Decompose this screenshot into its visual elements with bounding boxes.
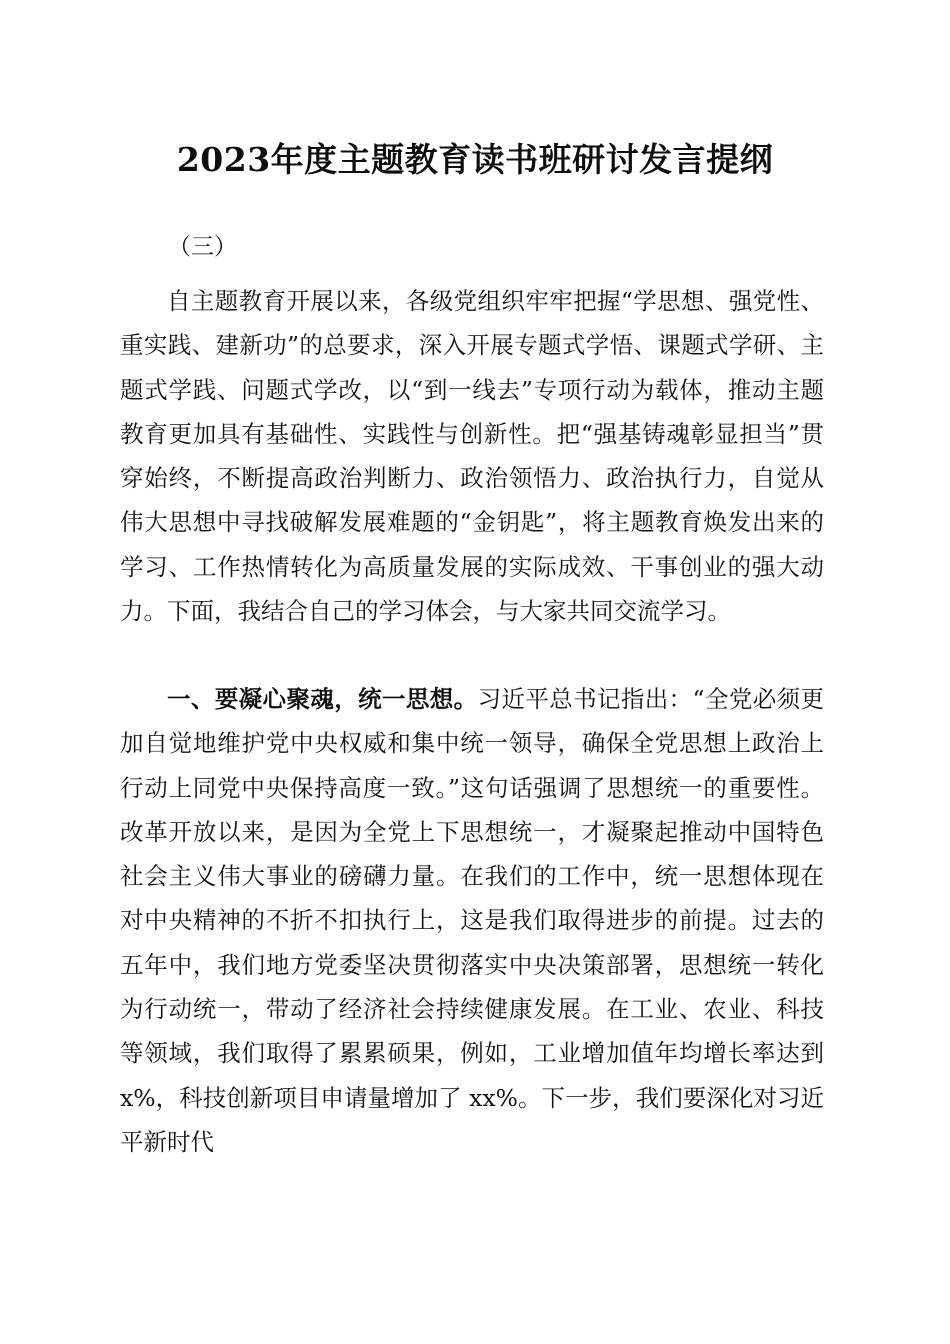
document-title: 2023年度主题教育读书班研讨发言提纲: [176, 140, 774, 179]
section-number: （三）: [168, 234, 237, 260]
paragraph-section-one: [120, 677, 824, 1164]
paragraph-intro: 自主题教育开展以来，各级党组织牢牢把握“学思想、强党性、重实践、建新功”的总要求，深入开展专题式学悟、课题式学研、主题式学践、问题式学改，以“到一线去”专项行动为载体，推动主题教育更加具有基础性、实践性与创新性。把“强基铸魂彰显担当”贯穿始终，不断提高政治判断力、政治领悟力、政治执行力，自觉从伟大思想中寻找破解发展难题的“金钥匙”，将主题教育焕发出来的学习、工作热情转化为高质量发展的实际成效、干事创业的强大动力。下面，我结合自己的学习体会，与大家共同交流学习。: [120, 287, 824, 626]
section-one-body: 习近平总书记指出：“全党必须更加自觉地维护党中央权威和集中统一领导，确保全党思想上政治上行动上同党中央保持高度一致。”这句话强调了思想统一的重要性。改革开放以来，是因为全党上下思想统一，才凝聚起推动中国特色社会主义伟大事业的磅礴力量。在我们的工作中，统一思想体现在对中央精神的不折不扣执行上，这是我们取得进步的前提。过去的五年中，我们地方党委坚决贯彻落实中央决策部署，思想统一转化为行动统一，带动了经济社会持续健康发展。在工业、农业、科技等领域，我们取得了累累硕果，例如，工业增加值年均增长率达到 x%，科技创新项目申请量增加了 xx%。下一步，我们要深化对习近平新时代: [120, 685, 825, 1156]
section-one-heading: 一、要凝心聚魂，统一思想。: [167, 685, 478, 713]
